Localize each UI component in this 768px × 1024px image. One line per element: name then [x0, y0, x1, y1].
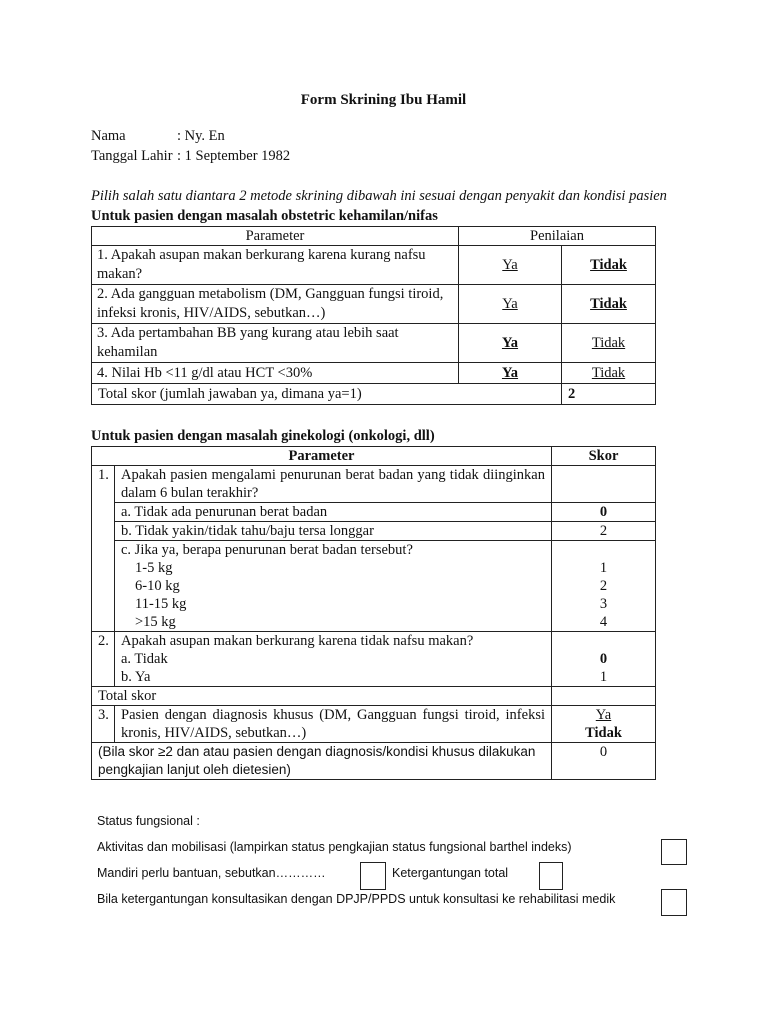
- ya-option[interactable]: Ya: [459, 285, 562, 324]
- q2-option-b-skor[interactable]: 1: [599, 669, 608, 685]
- obstetric-table: [91, 226, 656, 405]
- instruction-text: Pilih salah satu diantara 2 metode skrining dibawah ini sesuai dengan penyakit dan kondisi pasien: [91, 188, 667, 204]
- note-skor: 0: [552, 743, 656, 780]
- obstetric-row: [92, 246, 656, 285]
- parameter-header: Parameter: [92, 227, 459, 246]
- tanggal-lahir-label: Tanggal Lahir: [91, 148, 173, 164]
- q1-option-c: [115, 541, 552, 632]
- tanggal-lahir-row: [91, 146, 676, 166]
- q2-option-b: b. Ya: [121, 669, 151, 685]
- tidak-option[interactable]: Tidak: [562, 324, 656, 363]
- question-text: 4. Nilai Hb <11 g/dl atau HCT <30%: [92, 363, 459, 384]
- weight-skor[interactable]: 2: [599, 578, 608, 594]
- ya-option[interactable]: Ya: [459, 324, 562, 363]
- weight-option: 11-15 kg: [135, 596, 187, 612]
- obstetric-row: [92, 363, 656, 384]
- ya-option[interactable]: Ya: [459, 363, 562, 384]
- q3-number: 3.: [92, 706, 115, 743]
- q1-skor-empty: [552, 466, 656, 503]
- q2-number: 2.: [92, 632, 115, 687]
- parameter-header: Parameter: [92, 447, 552, 466]
- aktivitas-text: Aktivitas dan mobilisasi (lampirkan status pengkajian status fungsional barthel indeks): [97, 840, 572, 854]
- konsultasi-checkbox[interactable]: [661, 889, 687, 916]
- question-text: 2. Ada gangguan metabolism (DM, Gangguan fungsi tiroid, infeksi kronis, HIV/AIDS, sebutkan…): [92, 285, 459, 324]
- form-title: Form Skrining Ibu Hamil: [300, 92, 467, 108]
- q3-tidak-option[interactable]: Tidak: [585, 725, 622, 741]
- obstetric-row: [92, 324, 656, 363]
- nama-label: Nama: [91, 128, 126, 144]
- tidak-option[interactable]: Tidak: [562, 246, 656, 285]
- q2-option-a-skor[interactable]: 0: [599, 651, 608, 667]
- q2-skor-cell: [552, 632, 656, 687]
- q2-text: Apakah asupan makan berkurang karena tidak nafsu makan?: [121, 633, 474, 649]
- q1-option-c-skor: [552, 541, 656, 632]
- q1-number: 1.: [92, 466, 115, 632]
- q1-option-a-skor[interactable]: 0: [552, 503, 656, 522]
- bila-text: Bila ketergantungan konsultasikan dengan DPJP/PPDS untuk konsultasi ke rehabilitasi medik: [97, 892, 616, 906]
- total-skor-label: Total skor: [92, 687, 552, 706]
- obstetric-row: [92, 285, 656, 324]
- q3-skor-cell: [552, 706, 656, 743]
- nama-row: [91, 126, 676, 146]
- status-fungsional-title: Status fungsional :: [97, 814, 200, 828]
- weight-option: >15 kg: [135, 614, 176, 630]
- aktivitas-checkbox[interactable]: [661, 839, 687, 865]
- form-page: [91, 92, 676, 780]
- question-text: 3. Ada pertambahan BB yang kurang atau lebih saat kehamilan: [92, 324, 459, 363]
- tidak-option[interactable]: Tidak: [562, 285, 656, 324]
- total-skor-value: [552, 687, 656, 706]
- weight-skor[interactable]: 3: [599, 596, 608, 612]
- tidak-option[interactable]: Tidak: [562, 363, 656, 384]
- penilaian-header: Penilaian: [459, 227, 656, 246]
- q1-option-b-skor[interactable]: 2: [552, 522, 656, 541]
- skor-header: Skor: [552, 447, 656, 466]
- weight-skor[interactable]: 1: [599, 560, 608, 576]
- mandiri-checkbox[interactable]: [360, 862, 386, 890]
- section2-title: Untuk pasien dengan masalah ginekologi (onkologi, dll): [91, 428, 435, 444]
- weight-option: 1-5 kg: [135, 560, 173, 576]
- total-value: 2: [562, 384, 656, 405]
- weight-skor[interactable]: 4: [599, 614, 608, 630]
- q2-cell: [115, 632, 552, 687]
- q1-option-a: a. Tidak ada penurunan berat badan: [115, 503, 552, 522]
- weight-option: 6-10 kg: [135, 578, 180, 594]
- tanggal-lahir-value: : 1 September 1982: [177, 148, 291, 164]
- q1-option-b: b. Tidak yakin/tidak tahu/baju tersa longgar: [115, 522, 552, 541]
- question-text: 1. Apakah asupan makan berkurang karena kurang nafsu makan?: [92, 246, 459, 285]
- total-label: Total skor (jumlah jawaban ya, dimana ya=1): [92, 384, 562, 405]
- q1-text: Apakah pasien mengalami penurunan berat badan yang tidak diinginkan dalam 6 bulan terakhir?: [115, 466, 552, 503]
- ketergantungan-text: Ketergantungan total: [392, 866, 509, 880]
- ya-option[interactable]: Ya: [459, 246, 562, 285]
- ginekologi-table: [91, 446, 656, 780]
- q2-option-a: a. Tidak: [121, 651, 168, 667]
- ketergantungan-checkbox[interactable]: [539, 862, 563, 890]
- section1-title: Untuk pasien dengan masalah obstetric kehamilan/nifas: [91, 208, 438, 224]
- q1-option-c-text: c. Jika ya, berapa penurunan berat badan tersebut?: [121, 542, 413, 558]
- mandiri-text: Mandiri perlu bantuan, sebutkan…………: [97, 866, 326, 880]
- nama-value: : Ny. En: [177, 128, 225, 144]
- q3-text: Pasien dengan diagnosis khusus (DM, Gangguan fungsi tiroid, infeksi kronis, HIV/AIDS, sebutkan…): [115, 706, 552, 743]
- note-text: (Bila skor ≥2 dan atau pasien dengan diagnosis/kondisi khusus dilakukan pengkajian lanjut oleh dietesien): [92, 743, 552, 780]
- total-row: [92, 384, 656, 405]
- q3-ya-option[interactable]: Ya: [595, 707, 612, 723]
